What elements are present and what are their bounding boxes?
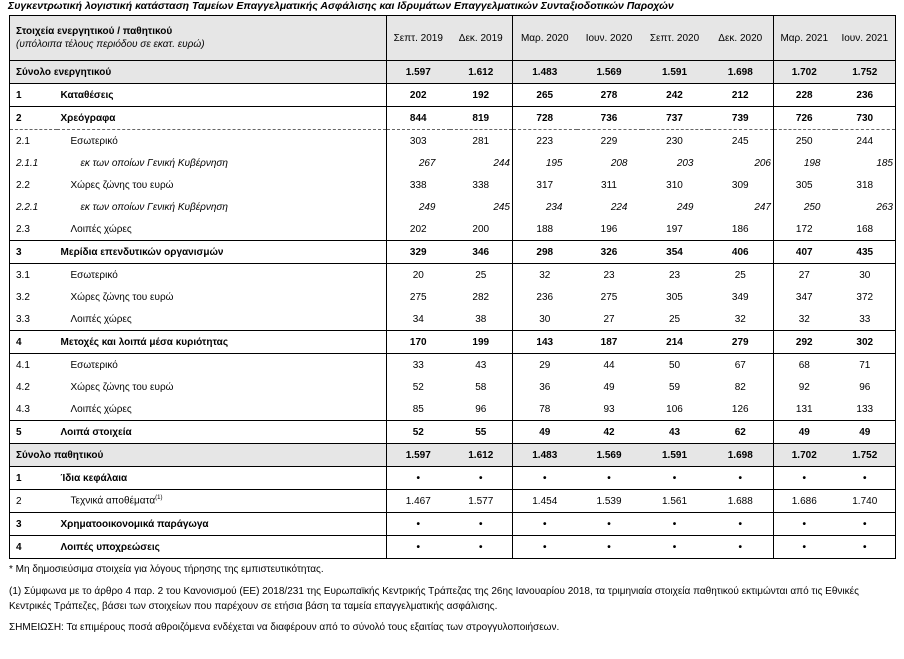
value-cell: 281 [450, 130, 513, 153]
value-cell: 229 [577, 130, 642, 153]
value-cell: 208 [610, 157, 628, 169]
value-cell: 244 [835, 130, 896, 153]
value-cell: 43 [642, 421, 708, 444]
row-label [57, 130, 387, 153]
value-cell: • [642, 536, 708, 559]
table-row [10, 264, 896, 287]
value-cell: • [774, 467, 835, 490]
value-cell: 223 [513, 130, 577, 153]
value-cell: • [672, 472, 677, 484]
row-label-text: Λοιπές χώρες [70, 223, 132, 235]
value-cell: 310 [666, 179, 683, 191]
value-cell: 1.740 [835, 490, 896, 513]
row-total-label: Σύνολο παθητικού [10, 444, 387, 467]
value-cell: 212 [731, 89, 749, 101]
value-cell: 1.686 [774, 490, 835, 513]
value-cell: 263 [835, 196, 896, 218]
value-cell: • [450, 513, 513, 536]
value-cell: 44 [603, 359, 615, 371]
value-cell: 30 [835, 264, 896, 287]
value-cell: 126 [731, 403, 749, 415]
value-cell: • [835, 513, 896, 536]
row-label-text: Μερίδια επενδυτικών οργανισμών [60, 246, 224, 258]
row-label [57, 354, 387, 377]
row-label [57, 264, 387, 287]
value-cell: 349 [731, 291, 749, 303]
value-cell: 20 [387, 264, 450, 287]
value-cell: 236 [835, 84, 896, 107]
value-cell: 338 [472, 179, 490, 191]
row-code: 2 [10, 107, 57, 130]
row-code: 2.2.1 [10, 196, 57, 218]
row-label [57, 331, 387, 354]
period-header: Δεκ. 2019 [450, 16, 513, 61]
value-cell: 82 [734, 381, 746, 393]
value-cell: 27 [603, 313, 615, 325]
value-cell: 49 [835, 421, 896, 444]
value-cell: 739 [708, 107, 774, 130]
period-header: Μαρ. 2021 [774, 16, 835, 61]
value-cell: 30 [513, 308, 577, 331]
value-cell: 34 [387, 308, 450, 331]
value-cell: 172 [774, 218, 835, 241]
row-label [57, 196, 387, 218]
value-cell: • [577, 513, 642, 536]
value-cell: 726 [774, 107, 835, 130]
value-cell: 819 [450, 107, 513, 130]
table-row [10, 354, 896, 377]
value-cell: 844 [387, 107, 450, 130]
value-cell: 224 [610, 201, 628, 213]
value-cell: 59 [668, 381, 681, 393]
row-label-text: Χώρες ζώνης του ευρώ [70, 291, 174, 303]
value-cell: 36 [513, 376, 577, 398]
value-cell: 106 [666, 403, 683, 415]
value-cell: 249 [387, 196, 450, 218]
value-cell: 96 [835, 376, 896, 398]
value-cell: • [774, 513, 835, 536]
row-label-text: εκ των οποίων Γενική Κυβέρνηση [80, 201, 228, 213]
value-cell: 1.612 [450, 444, 513, 467]
row-code: 2 [10, 490, 57, 513]
row-code: 4.1 [10, 354, 57, 377]
value-cell: 143 [513, 331, 577, 354]
value-cell: 302 [835, 331, 896, 354]
value-cell: 267 [387, 152, 450, 174]
footnote-regulation: (1) Σύμφωνα με το άρθρο 4 παρ. 2 του Κανονισμού (ΕΕ) 2018/231 της Ευρωπαϊκής Κεντρικής Τράπεζας της 26ης Ιανουαρίου 2018, τα τριμηνιαία στοιχεία παθητικού εκτιμώνται από τις Εθνικές Κεντρικές Τράπεζες, βάσει των στοιχείων που παρέχουν σε ετήσια βάση τα ταμεία επαγγελματικής ασφάλισης. [9, 586, 859, 612]
value-cell: 133 [835, 398, 896, 421]
value-cell: 1.561 [642, 490, 708, 513]
value-cell: 71 [835, 354, 896, 377]
value-cell: 329 [387, 241, 450, 264]
footnote-ref: (1) [155, 495, 163, 502]
value-cell: • [478, 472, 483, 484]
value-cell: 1.702 [774, 61, 835, 84]
row-label [57, 286, 387, 308]
header-row [10, 16, 896, 61]
balance-sheet-table [9, 15, 896, 559]
value-cell: 275 [387, 286, 450, 308]
value-cell: 96 [475, 403, 487, 415]
value-cell: 234 [513, 196, 577, 218]
value-cell: 43 [475, 359, 487, 371]
value-cell: 23 [668, 269, 681, 281]
row-code: 3 [10, 241, 57, 264]
table-row [10, 286, 896, 308]
value-cell: 1.752 [835, 61, 896, 84]
value-cell: • [607, 472, 611, 484]
value-cell: 303 [387, 130, 450, 153]
row-code: 3 [10, 513, 57, 536]
row-label [57, 308, 387, 331]
table-row [10, 218, 896, 241]
value-cell: 1.597 [387, 61, 450, 84]
row-label [57, 513, 387, 536]
value-cell: 170 [387, 331, 450, 354]
value-cell: 242 [666, 89, 683, 101]
table-row [10, 467, 896, 490]
table-row [10, 398, 896, 421]
value-cell: 49 [513, 421, 577, 444]
value-cell: 198 [774, 152, 835, 174]
value-cell: 728 [513, 107, 577, 130]
row-label-text: Εσωτερικό [70, 269, 118, 281]
value-cell: 282 [472, 291, 490, 303]
value-cell: 168 [835, 218, 896, 241]
value-cell: • [708, 513, 774, 536]
value-cell: • [774, 536, 835, 559]
value-cell: 372 [835, 286, 896, 308]
value-cell: 203 [676, 157, 694, 169]
value-cell: • [708, 536, 774, 559]
value-cell: 406 [708, 241, 774, 264]
value-cell: 1.569 [577, 444, 642, 467]
value-cell: 305 [666, 291, 683, 303]
row-label [57, 152, 387, 174]
value-cell: 67 [734, 359, 746, 371]
row-code: 4 [10, 536, 57, 559]
row-label [57, 536, 387, 559]
row-code: 4 [10, 331, 57, 354]
value-cell: 279 [708, 331, 774, 354]
value-cell: 305 [774, 174, 835, 196]
value-cell: 1.698 [708, 444, 774, 467]
value-cell: 52 [387, 421, 450, 444]
footnotes [9, 562, 895, 641]
row-label [57, 421, 387, 444]
row-code: 2.1.1 [10, 152, 57, 174]
value-cell: 1.467 [387, 490, 450, 513]
value-cell: 407 [774, 241, 835, 264]
footnote-confidential: * Μη δημοσιεύσιμα στοιχεία για λόγους τήρησης της εμπιστευτικότητας. [9, 564, 324, 575]
value-cell: 338 [387, 174, 450, 196]
row-label [57, 467, 387, 490]
row-label-text: Λοιπές χώρες [70, 403, 132, 415]
value-cell: 25 [475, 269, 487, 281]
row-code: 1 [10, 84, 57, 107]
value-cell: • [387, 467, 450, 490]
row-code: 4.3 [10, 398, 57, 421]
value-cell: 230 [642, 130, 708, 153]
value-cell: 247 [754, 201, 771, 213]
value-cell: 29 [513, 354, 577, 377]
value-cell: • [387, 513, 450, 536]
value-cell: 62 [708, 421, 774, 444]
row-label-text: Εσωτερικό [70, 359, 118, 371]
value-cell: 1.612 [450, 61, 513, 84]
table-row [10, 421, 896, 444]
value-cell: 192 [472, 89, 490, 101]
value-cell: 265 [513, 84, 577, 107]
row-code: 2.1 [10, 130, 57, 153]
row-label-text: Τεχνικά αποθέματα [70, 495, 156, 507]
value-cell: 275 [600, 291, 618, 303]
row-label [57, 218, 387, 241]
value-cell: 202 [387, 84, 450, 107]
row-label-text: Λοιπές υποχρεώσεις [60, 541, 160, 553]
value-cell: 249 [676, 201, 694, 213]
row-label-text: Χρεόγραφα [60, 112, 116, 124]
value-cell: 737 [642, 107, 708, 130]
value-cell: 200 [472, 223, 490, 235]
value-cell: 92 [774, 376, 835, 398]
value-cell: 206 [754, 157, 771, 169]
value-cell: 736 [577, 107, 642, 130]
value-cell: • [835, 536, 896, 559]
value-cell: 1.688 [708, 490, 774, 513]
value-cell: 49 [603, 381, 615, 393]
value-cell: 32 [513, 264, 577, 287]
row-total-label: Σύνολο ενεργητικού [10, 61, 387, 84]
table-row [10, 308, 896, 331]
value-cell: 245 [493, 201, 510, 213]
value-cell: 309 [731, 179, 749, 191]
value-cell: 1.591 [642, 61, 708, 84]
value-cell: 131 [774, 398, 835, 421]
row-code: 3.2 [10, 286, 57, 308]
value-cell: 78 [513, 398, 577, 421]
value-cell: 292 [774, 331, 835, 354]
period-header: Δεκ. 2020 [708, 16, 774, 61]
value-cell: 187 [577, 331, 642, 354]
value-cell: • [577, 536, 642, 559]
row-code: 2.2 [10, 174, 57, 196]
value-cell: 214 [642, 331, 708, 354]
row-label [57, 490, 387, 513]
table-row [10, 84, 896, 107]
header-label-cell [10, 16, 387, 61]
table-title: Συγκεντρωτική λογιστική κατάσταση Ταμείων Επαγγελματικής Ασφάλισης και Ιδρυμάτων Επαγγελματικών Συνταξιοδοτικών Παροχών [8, 0, 674, 12]
value-cell: • [513, 536, 577, 559]
value-cell: 317 [513, 174, 577, 196]
value-cell: 25 [668, 313, 681, 325]
value-cell: 25 [734, 269, 746, 281]
row-label [57, 84, 387, 107]
value-cell: 347 [774, 286, 835, 308]
row-label-text: Λοιπές χώρες [70, 313, 132, 325]
value-cell: 50 [668, 359, 681, 371]
row-label-text: Ίδια κεφάλαια [60, 472, 128, 484]
table-row [10, 174, 896, 196]
row-code: 1 [10, 467, 57, 490]
value-cell: 32 [734, 313, 746, 325]
value-cell: 311 [601, 179, 617, 191]
value-cell: 435 [835, 241, 896, 264]
row-label [57, 107, 387, 130]
value-cell: 1.454 [513, 490, 577, 513]
row-label [57, 241, 387, 264]
header-label-main: Στοιχεία ενεργητικού / παθητικού [16, 26, 173, 37]
value-cell: 1.539 [577, 490, 642, 513]
value-cell: 1.597 [387, 444, 450, 467]
row-code: 5 [10, 421, 57, 444]
value-cell: 1.483 [513, 444, 577, 467]
table-row [10, 513, 896, 536]
value-cell: • [738, 472, 742, 484]
value-cell: 1.702 [774, 444, 835, 467]
row-label-text: Καταθέσεις [60, 89, 114, 101]
value-cell: 197 [666, 223, 683, 235]
value-cell: 730 [835, 107, 896, 130]
table-row [10, 130, 896, 153]
value-cell: 244 [493, 157, 510, 169]
value-cell: • [642, 513, 708, 536]
table-row [10, 536, 896, 559]
value-cell: 245 [708, 130, 774, 153]
value-cell: 33 [835, 308, 896, 331]
value-cell: 52 [387, 376, 450, 398]
footnote-rounding: ΣΗΜΕΙΩΣΗ: Τα επιμέρους ποσά αθροιζόμενα ενδέχεται να διαφέρουν από το σύνολό τους εξαιτίας των στρογγυλοποιήσεων. [9, 622, 560, 633]
period-header: Σεπτ. 2019 [387, 16, 450, 61]
row-label [57, 174, 387, 196]
value-cell: • [835, 467, 896, 490]
value-cell: 1.483 [513, 61, 577, 84]
table-row [10, 196, 896, 218]
row-label-text: Μετοχές και λοιπά μέσα κυριότητας [60, 336, 229, 348]
value-cell: 68 [774, 354, 835, 377]
row-code: 3.3 [10, 308, 57, 331]
value-cell: 27 [774, 264, 835, 287]
value-cell: 250 [774, 130, 835, 153]
value-cell: 188 [513, 218, 577, 241]
value-cell: 346 [450, 241, 513, 264]
value-cell: 186 [731, 223, 749, 235]
period-header: Ιουν. 2021 [835, 16, 896, 61]
value-cell: • [387, 536, 450, 559]
value-cell: 23 [603, 269, 615, 281]
row-code: 4.2 [10, 376, 57, 398]
table-row [10, 376, 896, 398]
value-cell: • [513, 513, 577, 536]
value-cell: 1.569 [577, 61, 642, 84]
value-cell: 85 [387, 398, 450, 421]
value-cell: 228 [774, 84, 835, 107]
row-label-text: Λοιπά στοιχεία [60, 426, 132, 438]
value-cell: 32 [774, 308, 835, 331]
value-cell: 1.698 [708, 61, 774, 84]
value-cell: 250 [774, 196, 835, 218]
value-cell: 318 [835, 174, 896, 196]
value-cell: 202 [387, 218, 450, 241]
value-cell: 93 [603, 403, 615, 415]
value-cell: 185 [835, 152, 896, 174]
value-cell: 278 [600, 89, 618, 101]
value-cell: 236 [513, 286, 577, 308]
value-cell: 196 [600, 223, 618, 235]
value-cell: 38 [475, 313, 487, 325]
header-label-sub: (υπόλοιπα τέλους περιόδου σε εκατ. ευρώ) [16, 39, 205, 50]
value-cell: 42 [577, 421, 642, 444]
table-row [10, 490, 896, 513]
table-row [10, 152, 896, 174]
row-label-text: εκ των οποίων Γενική Κυβέρνηση [80, 157, 228, 169]
table-row [10, 61, 896, 84]
value-cell: 195 [513, 152, 577, 174]
table-row [10, 107, 896, 130]
period-header: Μαρ. 2020 [513, 16, 577, 61]
value-cell: 33 [387, 354, 450, 377]
value-cell: 326 [577, 241, 642, 264]
value-cell: 1.752 [835, 444, 896, 467]
row-label [57, 376, 387, 398]
value-cell: • [450, 536, 513, 559]
row-label-text: Εσωτερικό [70, 135, 118, 147]
period-header: Σεπτ. 2020 [642, 16, 708, 61]
value-cell: 1.591 [642, 444, 708, 467]
value-cell: 58 [475, 381, 487, 393]
row-code: 3.1 [10, 264, 57, 287]
row-label [57, 398, 387, 421]
value-cell: 1.577 [450, 490, 513, 513]
period-header: Ιουν. 2020 [577, 16, 642, 61]
row-label-text: Χώρες ζώνης του ευρώ [70, 381, 174, 393]
row-label-text: Χρηματοοικονομικά παράγωγα [60, 518, 209, 530]
value-cell: 55 [450, 421, 513, 444]
row-label-text: Χώρες ζώνης του ευρώ [70, 179, 174, 191]
value-cell: 199 [450, 331, 513, 354]
value-cell: 354 [642, 241, 708, 264]
value-cell: • [513, 467, 577, 490]
table-row [10, 241, 896, 264]
value-cell: 298 [513, 241, 577, 264]
row-code: 2.3 [10, 218, 57, 241]
table-row [10, 331, 896, 354]
table-row [10, 444, 896, 467]
value-cell: 49 [774, 421, 835, 444]
